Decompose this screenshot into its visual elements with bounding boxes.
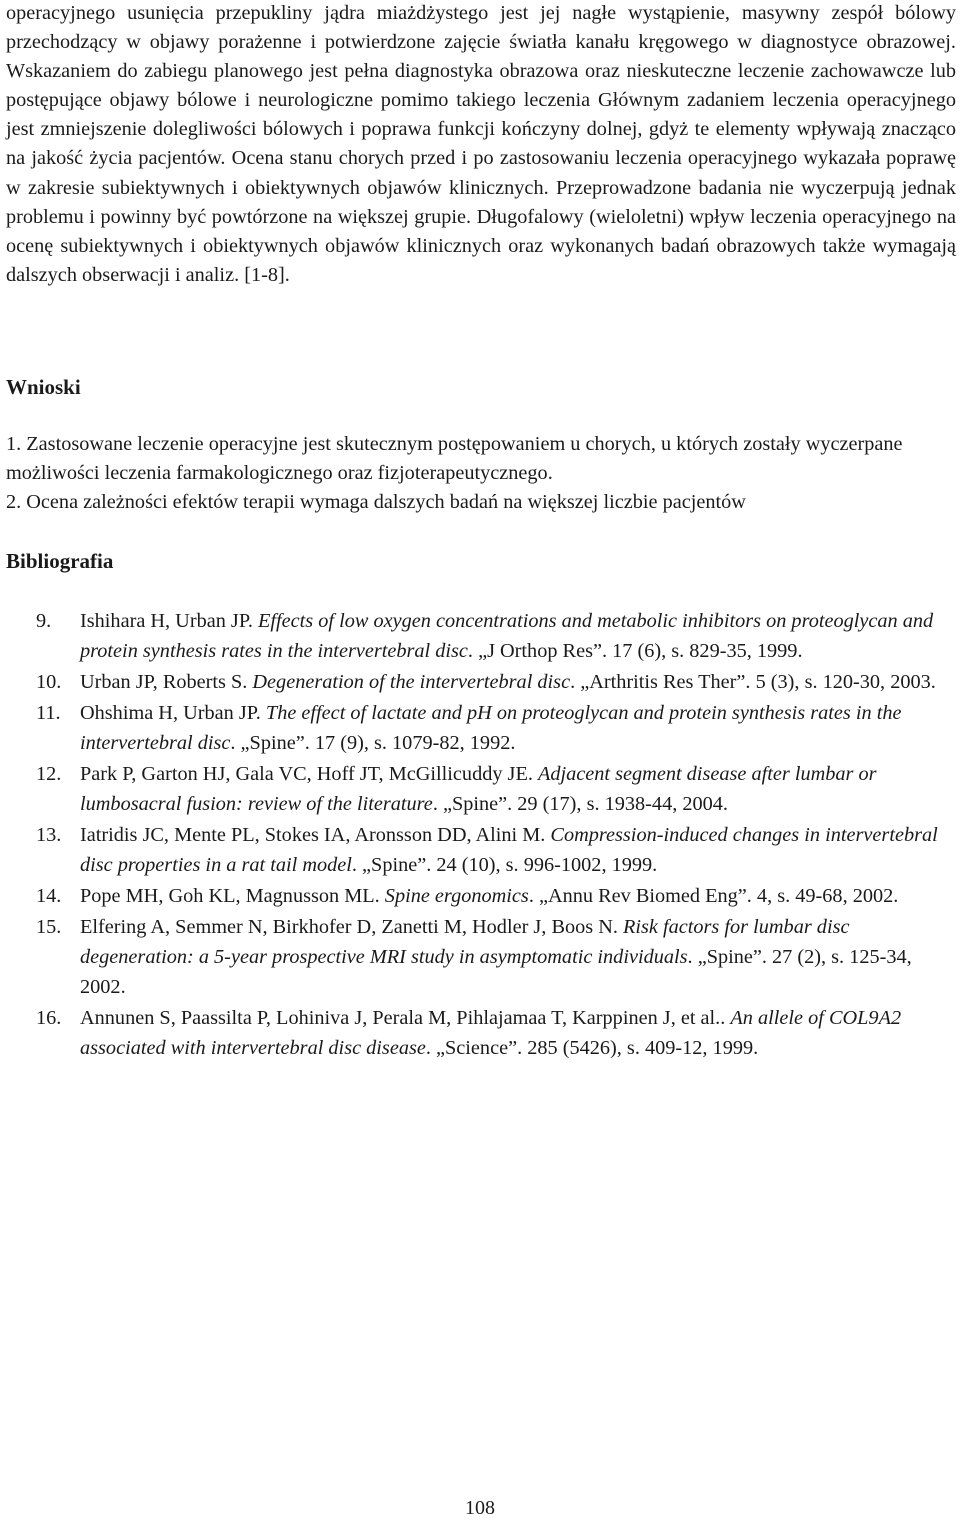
body-paragraph: operacyjnego usunięcia przepukliny jądra miażdżystego jest jej nagłe wystąpienie, masywny zespół bólowy przechodzący w objawy porażenne i potwierdzone zajęcie światła kanału kręgowego w diagnostyce obrazowej. Wskazaniem do zabiegu planowego jest pełna diagnostyka obrazowa oraz nieskuteczne leczenie zachowawcze lub postępujące objawy bólowe i neurologiczne pomimo takiego leczenia Głównym zadaniem leczenia operacyjnego jest zmniejszenie dolegliwości bólowych i poprawa funkcji kończyny dolnej, gdyż te elementy wpływają znacząco na jakość życia pacjentów. Ocena stanu chorych przed i po zastosowaniu leczenia operacyjnego wykazała poprawę w zakresie subiektywnych i obiektywnych objawów klinicznych. Przeprowadzone badania nie wyczerpują jednak problemu i powinny być powtórzone na większej grupie. Długofalowy (wieloletni) wpływ leczenia operacyjnego na ocenę subiektywnych i obiektywnych objawów klinicznych oraz wykonanych badań obrazowych także wymagają dalszych obserwacji i analiz. [1-8]. [6, 2, 956, 286]
reference-authors: Pope MH, Goh KL, Magnusson ML. [80, 885, 385, 907]
reference-number: 12. [36, 763, 62, 785]
conclusions-list [6, 430, 956, 517]
reference-number: 9. [36, 610, 52, 632]
bibliography-heading: Bibliografia [6, 549, 114, 573]
reference-authors: Park P, Garton HJ, Gala VC, Hoff JT, McGillicuddy JE. [80, 763, 538, 785]
reference-title: The effect of lactate and pH on proteoglycan and protein synthesis rates in the intervertebral disc [80, 702, 902, 754]
reference-item [0, 667, 960, 697]
reference-source: . „Spine”. 17 (9), s. 1079-82, 1992. [230, 732, 516, 754]
reference-number: 11. [36, 702, 61, 724]
reference-title: Adjacent segment disease after lumbar or lumbosacral fusion: review of the literature [80, 763, 877, 815]
reference-number: 16. [36, 1007, 62, 1029]
reference-authors: Iatridis JC, Mente PL, Stokes IA, Aronsson DD, Alini M. [80, 824, 551, 846]
reference-item [0, 912, 960, 1002]
reference-item [0, 1003, 960, 1063]
reference-source: . „Spine”. 24 (10), s. 996-1002, 1999. [351, 854, 658, 876]
reference-title: Degeneration of the intervertebral disc [252, 671, 571, 693]
reference-number: 15. [36, 916, 62, 938]
reference-item [0, 698, 960, 758]
reference-source: . „Annu Rev Biomed Eng”. 4, s. 49-68, 2002. [528, 885, 899, 907]
reference-title: Compression-induced changes in intervertebral disc properties in a rat tail model [80, 824, 938, 876]
conclusion-item: 1. Zastosowane leczenie operacyjne jest skutecznym postępowaniem u chorych, u których zostały wyczerpane możliwości leczenia farmakologicznego oraz fizjoterapeutycznego. [6, 433, 903, 485]
reference-number: 13. [36, 824, 62, 846]
reference-item [0, 881, 960, 911]
reference-number: 14. [36, 885, 62, 907]
reference-source: . „Arthritis Res Ther”. 5 (3), s. 120-30, 2003. [570, 671, 936, 693]
reference-title: Risk factors for lumbar disc degeneration: a 5-year prospective MRI study in asymptomatic individuals [80, 916, 850, 968]
reference-title: Effects of low oxygen concentrations and metabolic inhibitors on proteoglycan and protein synthesis rates in the intervertebral disc [80, 610, 934, 662]
reference-source: . „Science”. 285 (5426), s. 409-12, 1999. [425, 1037, 759, 1059]
conclusion-item: 2. Ocena zależności efektów terapii wymaga dalszych badań na większej liczbie pacjentów [6, 491, 746, 514]
reference-source: . „Spine”. 29 (17), s. 1938-44, 2004. [432, 793, 728, 815]
reference-authors: Ohshima H, Urban JP. [80, 702, 266, 724]
reference-source: . „J Orthop Res”. 17 (6), s. 829-35, 1999. [467, 640, 803, 662]
bibliography-list [0, 606, 960, 1064]
reference-authors: Elfering A, Semmer N, Birkhofer D, Zanetti M, Hodler J, Boos N. [80, 916, 623, 938]
reference-title: An allele of COL9A2 associated with intervertebral disc disease [80, 1007, 902, 1059]
reference-item [0, 606, 960, 666]
reference-authors: Urban JP, Roberts S. [80, 671, 253, 693]
reference-number: 10. [36, 671, 62, 693]
page-number: 108 [465, 1497, 495, 1519]
reference-source: . „Spine”. 27 (2), s. 125-34, 2002. [80, 946, 912, 998]
reference-authors: Ishihara H, Urban JP. [80, 610, 258, 632]
reference-authors: Annunen S, Paassilta P, Lohiniva J, Perala M, Pihlajamaa T, Karppinen J, et al.. [80, 1007, 731, 1029]
reference-title: Spine ergonomics [384, 885, 529, 907]
conclusions-heading: Wnioski [6, 375, 81, 399]
reference-item [0, 820, 960, 880]
reference-item [0, 759, 960, 819]
